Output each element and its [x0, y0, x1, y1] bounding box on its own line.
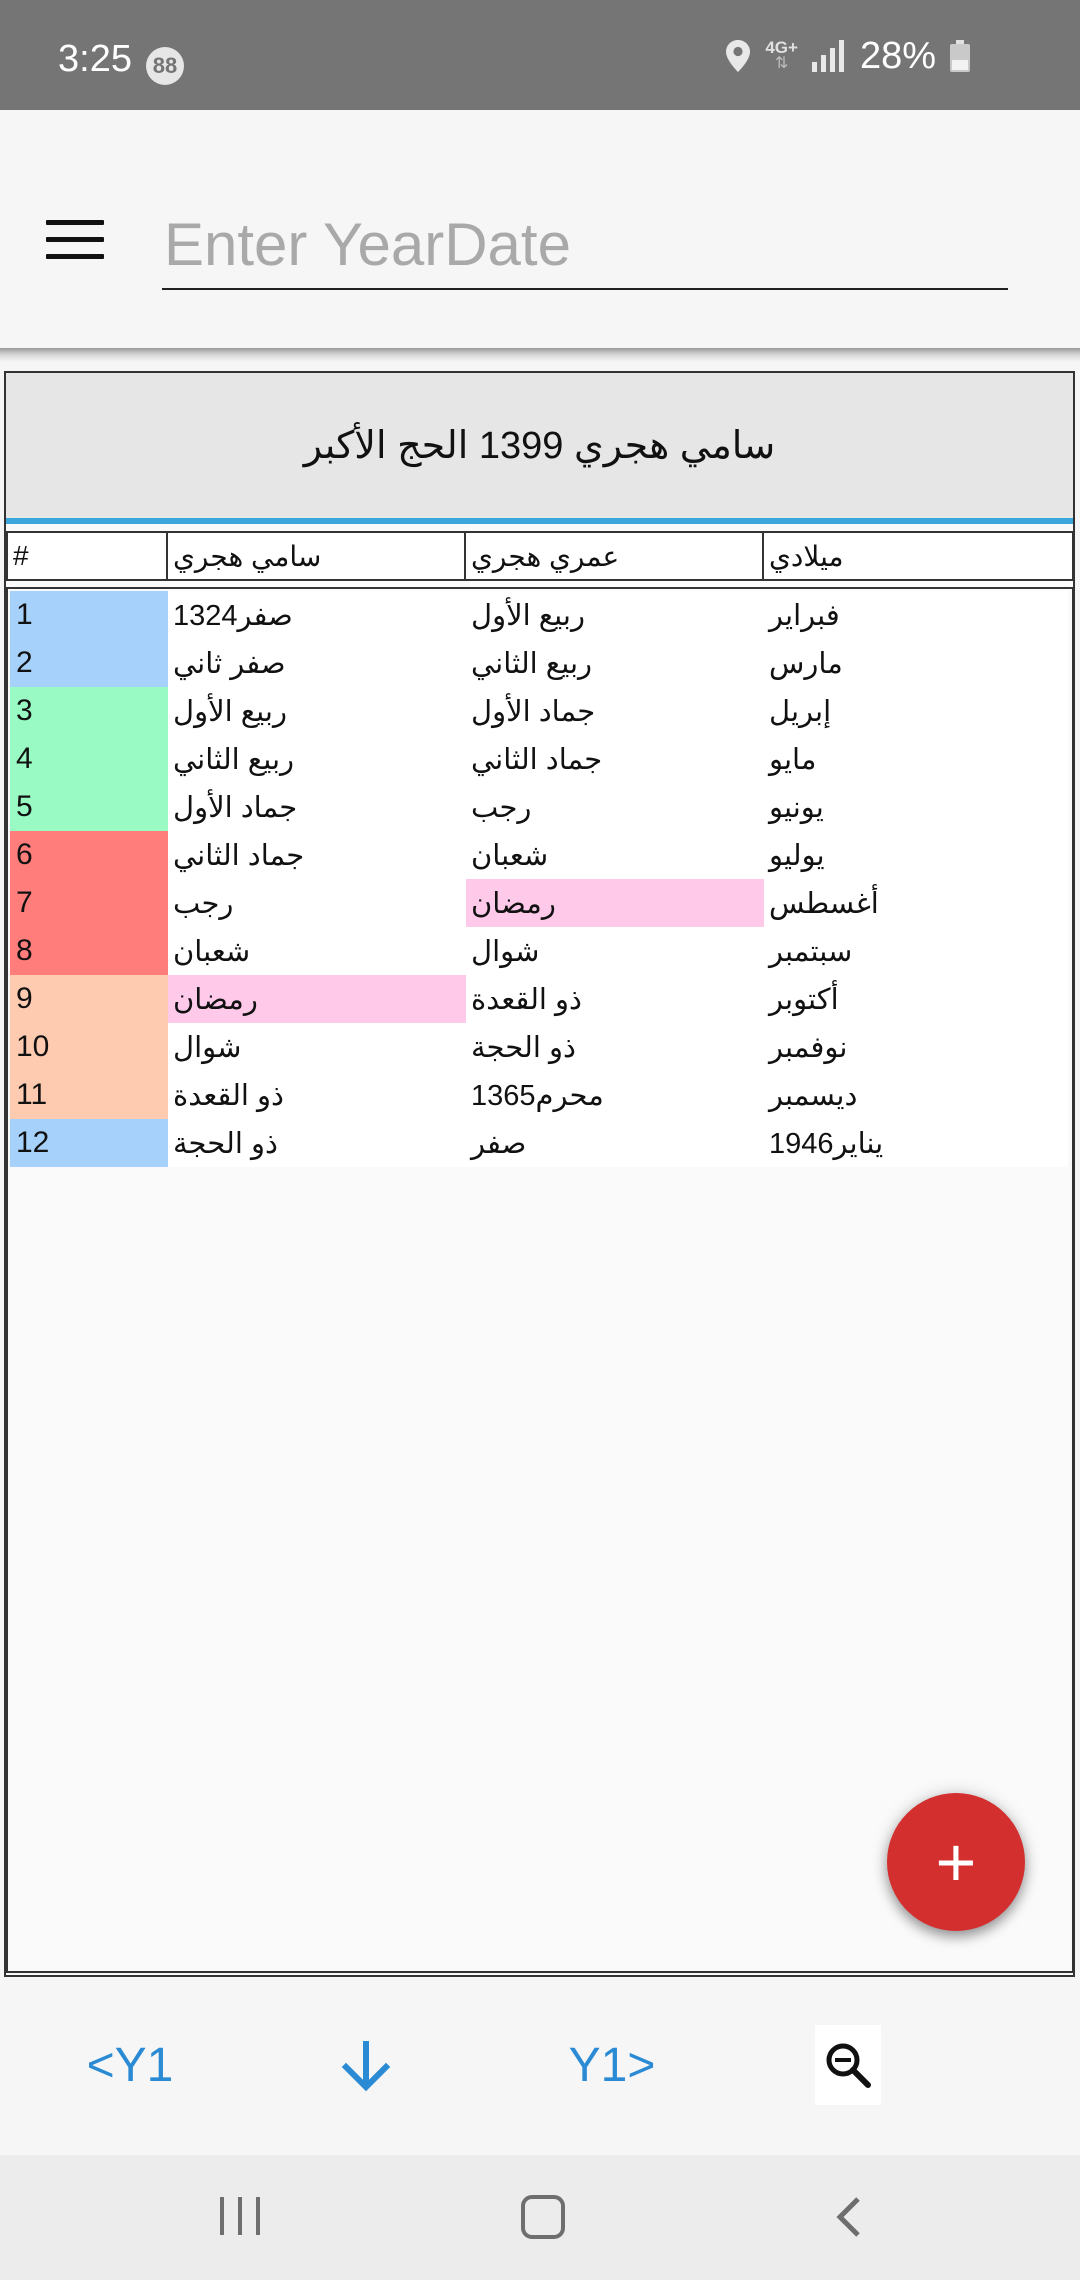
table-row[interactable]: [10, 975, 1068, 1023]
row-number: 5: [10, 783, 168, 831]
sami-month: صفر ثاني: [173, 647, 286, 680]
status-bar: [0, 0, 1080, 110]
notification-count-badge: 88: [146, 47, 184, 85]
sami-month: ذو القعدة: [173, 1079, 284, 1112]
plus-icon: +: [935, 1823, 977, 1901]
table-row[interactable]: [10, 687, 1068, 735]
sami-month: ربيع الأول: [173, 695, 287, 728]
add-button[interactable]: [887, 1793, 1025, 1931]
omari-month: 1365محرم: [471, 1079, 604, 1112]
battery-icon: [950, 40, 970, 72]
table-row[interactable]: [10, 1119, 1068, 1167]
row-number: 8: [10, 927, 168, 975]
recent-apps-icon[interactable]: [220, 2197, 262, 2235]
next-year-button[interactable]: Y1>: [568, 2038, 656, 2092]
down-button[interactable]: [326, 2025, 406, 2105]
status-icons: [725, 36, 970, 76]
system-nav-bar: [0, 2155, 1080, 2280]
omari-month: شوال: [471, 935, 540, 968]
row-number: 12: [10, 1119, 168, 1167]
sami-month: شوال: [173, 1031, 242, 1064]
status-time: 3:25: [58, 38, 132, 80]
back-chevron-icon: [830, 2195, 870, 2239]
miladi-month: ديسمبر: [769, 1079, 858, 1112]
table-row[interactable]: [10, 783, 1068, 831]
omari-month: ذو الحجة: [471, 1031, 576, 1064]
sami-month: رمضان: [168, 975, 466, 1023]
row-number: 6: [10, 831, 168, 879]
arrow-down-icon: [340, 2037, 392, 2093]
row-number: 4: [10, 735, 168, 783]
table-row[interactable]: [10, 1023, 1068, 1071]
omari-month: شعبان: [471, 839, 549, 872]
table-row[interactable]: [10, 1071, 1068, 1119]
miladi-month: فبراير: [769, 599, 840, 632]
row-number: 7: [10, 879, 168, 927]
title-divider: [6, 518, 1073, 524]
header-omari-hijri: عمري هجري: [466, 533, 764, 579]
table-title: سامي هجري 1399 الحج الأكبر: [6, 373, 1073, 518]
battery-percent: 28%: [859, 34, 936, 77]
year-date-input[interactable]: [162, 200, 1008, 290]
hamburger-menu-icon[interactable]: [46, 220, 104, 264]
omari-month: جماد الأول: [471, 695, 596, 728]
bottom-action-bar: [0, 1995, 1080, 2155]
table-header: [6, 531, 1074, 581]
zoom-out-icon: [823, 2040, 873, 2090]
omari-month: جماد الثاني: [471, 743, 603, 776]
header-miladi: ميلادي: [769, 540, 844, 572]
miladi-month: 1946يناير: [769, 1127, 884, 1160]
omari-month: رجب: [471, 791, 532, 824]
back-icon[interactable]: [830, 2195, 870, 2239]
sami-month: جماد الأول: [173, 791, 298, 824]
miladi-month: يونيو: [769, 791, 824, 824]
table-row[interactable]: [10, 879, 1068, 927]
table-row[interactable]: [10, 927, 1068, 975]
location-icon: [725, 39, 751, 73]
table-row[interactable]: [10, 831, 1068, 879]
row-number: 2: [10, 639, 168, 687]
sami-month: جماد الثاني: [173, 839, 305, 872]
row-number: 1: [10, 591, 168, 639]
row-number: 9: [10, 975, 168, 1023]
miladi-month: مارس: [769, 647, 843, 680]
app-bar: [0, 110, 1080, 348]
miladi-month: أغسطس: [769, 887, 879, 920]
header-sami-hijri: سامي هجري: [168, 533, 466, 579]
sami-month: 1324صفر: [173, 599, 293, 632]
table-row[interactable]: [10, 735, 1068, 783]
miladi-month: يوليو: [769, 839, 825, 872]
signal-icon: [812, 40, 846, 72]
omari-month: رمضان: [466, 879, 764, 927]
app-bar-shadow: [0, 348, 1080, 362]
sami-month: ربيع الثاني: [173, 743, 295, 776]
sami-month: رجب: [173, 887, 234, 920]
sami-month: ذو الحجة: [173, 1127, 278, 1160]
network-type-icon: 4G+ ⇅: [765, 38, 798, 72]
table-row[interactable]: [10, 639, 1068, 687]
miladi-month: إبريل: [769, 695, 832, 728]
table-row[interactable]: [10, 591, 1068, 639]
table-body: [6, 587, 1074, 1973]
omari-month: ربيع الأول: [471, 599, 585, 632]
omari-month: ذو القعدة: [471, 983, 582, 1016]
omari-month: صفر: [471, 1127, 527, 1160]
table-rows: [10, 591, 1068, 1167]
zoom-out-button[interactable]: [815, 2025, 881, 2105]
row-number: 10: [10, 1023, 168, 1071]
miladi-month: سبتمبر: [769, 935, 853, 968]
miladi-month: أكتوبر: [769, 983, 839, 1016]
header-number: #: [8, 533, 168, 579]
row-number: 11: [10, 1071, 168, 1119]
miladi-month: مايو: [769, 743, 817, 776]
data-arrows-icon: ⇅: [774, 55, 789, 72]
row-number: 3: [10, 687, 168, 735]
sami-month: شعبان: [173, 935, 251, 968]
home-icon[interactable]: [521, 2195, 565, 2239]
previous-year-button[interactable]: <Y1: [86, 2038, 174, 2092]
omari-month: ربيع الثاني: [471, 647, 593, 680]
calendar-panel: [4, 371, 1075, 1977]
miladi-month: نوفمبر: [769, 1031, 848, 1064]
